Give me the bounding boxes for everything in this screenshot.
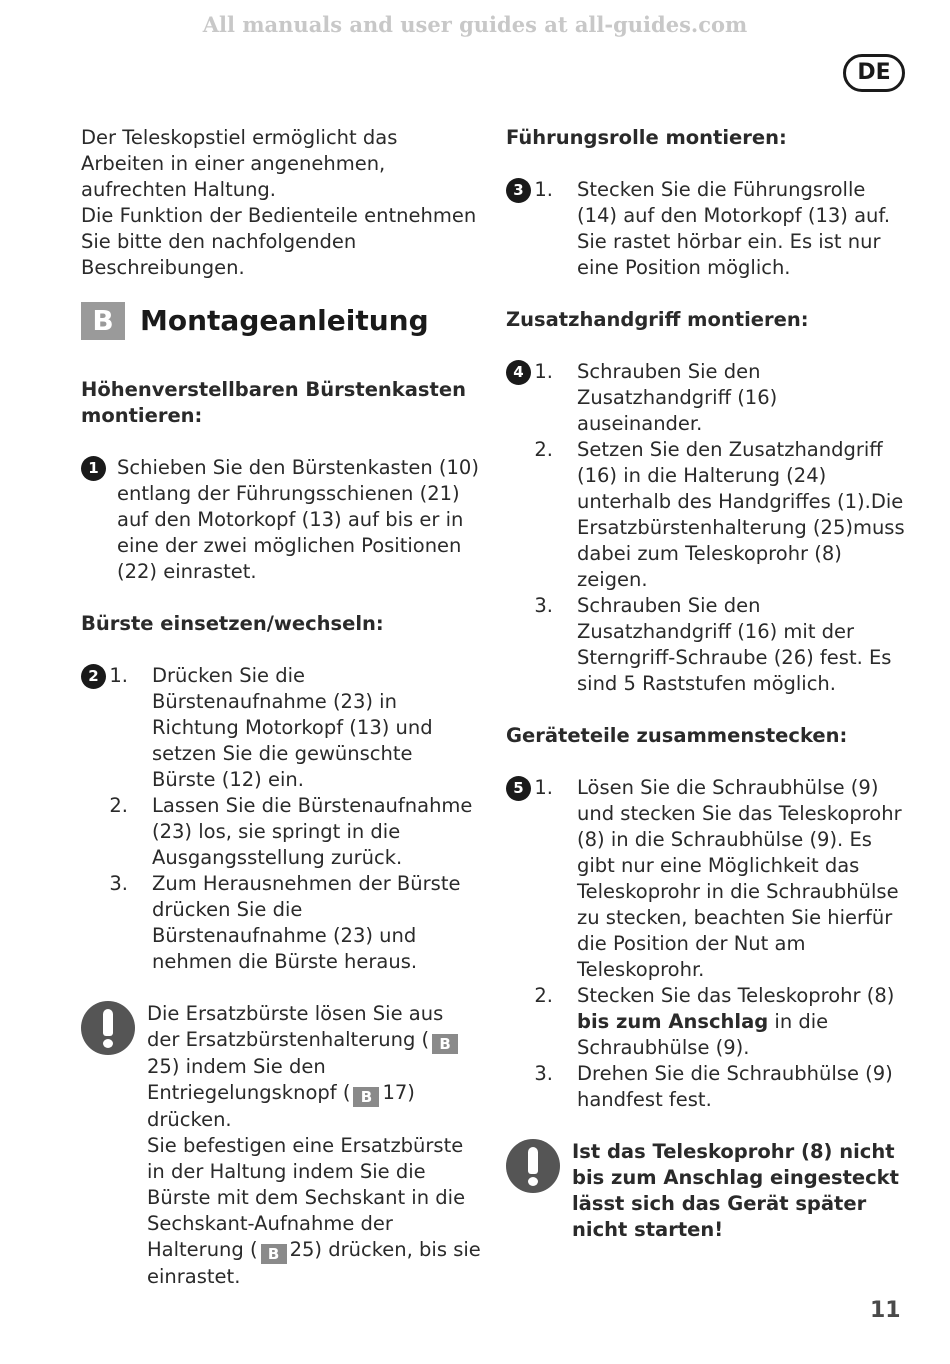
list-item: 3. Schrauben Sie den Zusatzhandgriff (16) mit der Sterngriff-Schraube (26) fest. Es sind 5 Raststufen möglich. — [534, 594, 892, 695]
step-2-list — [98, 663, 481, 975]
list-item: 2. Setzen Sie den Zusatzhandgriff (16) in die Halterung (24) unterhalb des Handgriffes (1).Die Ersatzbürstenhalterung (25)muss dabei zum Teleskoprohr (8) zeigen. — [534, 438, 905, 591]
ref-b-chip: B — [261, 1244, 287, 1264]
note-text: Die Ersatzbürste lösen Sie aus der Ersatzbürstenhalterung ( B25) indem Sie den Entriegelungsknopf ( B 17) drücken. Sie befestigen eine Ersatzbürste in der Haltung indem Sie die Bürste mit dem Sechskant in die Sechskant-Aufnahme der Halterung ( B 25) drücken, bis sie einrastet. — [147, 1002, 481, 1288]
heading-handle: Zusatzhandgriff montieren: — [506, 308, 809, 331]
right-column — [506, 125, 906, 1243]
step-5 — [506, 775, 906, 1113]
step-3 — [506, 177, 906, 281]
list-item: 1. Drücken Sie die Bürstenaufnahme (23) in Richtung Motorkopf (13) und setzen Sie die gewünschte Bürste (12) ein. — [109, 664, 433, 791]
step-5-list — [523, 775, 906, 1113]
section-letter-box: B — [81, 302, 125, 340]
intro-paragraph-2: Die Funktion der Bedienteile entnehmen Sie bitte den nachfolgenden Beschreibungen. — [81, 204, 477, 279]
list-item: 2. Lassen Sie die Bürstenaufnahme (23) los, sie springt in die Ausgangsstellung zurück. — [109, 794, 473, 869]
note-block — [81, 1001, 481, 1290]
step-number-4: 4 — [506, 360, 531, 385]
list-item: 3. Zum Herausnehmen der Bürste drücken Sie die Bürstenaufnahme (23) und nehmen die Bürste heraus. — [109, 872, 461, 973]
language-badge: DE — [843, 54, 905, 92]
list-item: 3. Drehen Sie die Schraubhülse (9) handfest fest. — [534, 1062, 893, 1111]
section-header — [81, 301, 481, 341]
step-3-list — [523, 177, 906, 281]
section-title: Montageanleitung — [140, 304, 429, 337]
heading-assemble: Geräteteile zusammenstecken: — [506, 724, 848, 747]
list-item: 1. Lösen Sie die Schraubhülse (9) und stecken Sie das Teleskoprohr (8) in die Schraubhülse (9). Es gibt nur eine Möglichkeit das Teleskoprohr in die Schraubhülse zu stecken, beachten Sie hierfür die Position der Nut am Teleskoprohr. — [534, 776, 902, 981]
list-item: 1. Schrauben Sie den Zusatzhandgriff (16) auseinander. — [534, 360, 778, 435]
ref-b-chip: B — [353, 1087, 379, 1107]
step-number-3: 3 — [506, 178, 531, 203]
ref-b-chip: B — [432, 1034, 458, 1054]
page-number: 11 — [870, 1298, 901, 1323]
heading-brush-change: Bürste einsetzen/wechseln: — [81, 612, 384, 635]
heading-brush-box: Höhenverstellbaren Bürstenkasten montieren: — [81, 378, 466, 427]
left-column — [81, 125, 481, 1290]
intro-paragraph-1: Der Teleskopstiel ermöglicht das Arbeiten in einer angenehmen, aufrechten Haltung. — [81, 126, 398, 201]
step-number-1: 1 — [81, 456, 106, 481]
heading-guide-roller: Führungsrolle montieren: — [506, 126, 787, 149]
step-1-text: Schieben Sie den Bürstenkasten (10) entlang der Führungsschienen (21) auf den Motorkopf (13) auf bis er in eine der zwei möglichen Positionen (22) einrastet. — [117, 456, 479, 583]
warning-block — [506, 1139, 906, 1243]
list-item: 1. Stecken Sie die Führungsrolle (14) auf den Motorkopf (13) auf. Sie rastet hörbar ein. Es ist nur eine Position möglich. — [534, 178, 891, 279]
step-4-list — [523, 359, 906, 697]
step-4 — [506, 359, 906, 697]
list-item: 2. Stecken Sie das Teleskoprohr (8) bis zum Anschlag in die Schraubhülse (9). — [534, 984, 895, 1059]
step-1 — [81, 455, 481, 585]
step-2 — [81, 663, 481, 975]
step-number-2: 2 — [81, 664, 106, 689]
step-number-5: 5 — [506, 776, 531, 801]
warning-text: Ist das Teleskoprohr (8) nicht bis zum Anschlag eingesteckt lässt sich das Gerät später nicht starten! — [572, 1140, 899, 1241]
watermark: All manuals and user guides at all-guides.com — [202, 12, 748, 37]
exclamation-icon — [506, 1139, 560, 1193]
exclamation-icon — [81, 1001, 135, 1055]
